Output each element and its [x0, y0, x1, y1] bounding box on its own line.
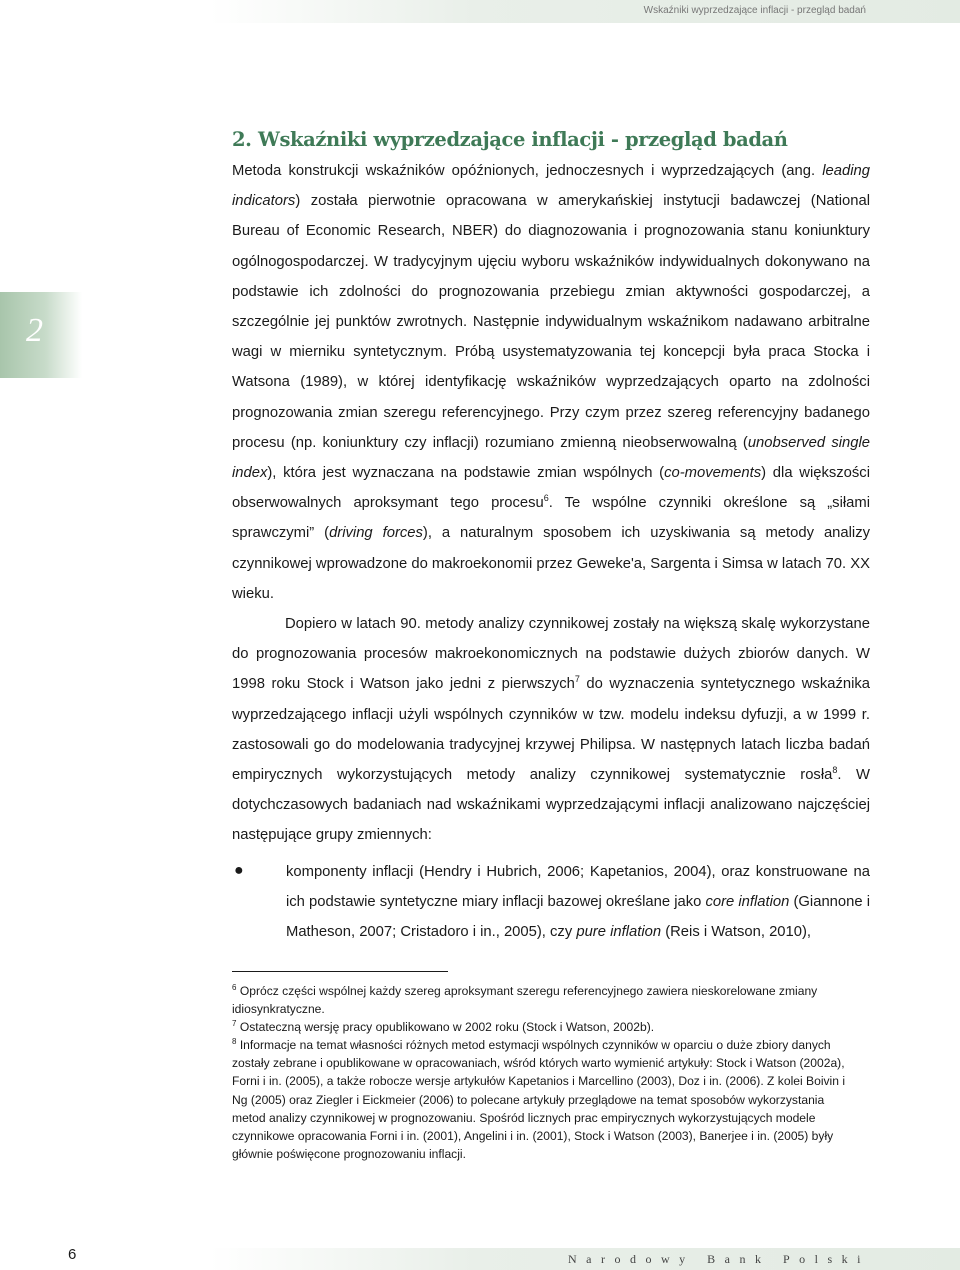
bullet-icon: ●: [234, 861, 244, 879]
footnote-separator: [232, 971, 448, 972]
page-number: 6: [68, 1246, 77, 1263]
chapter-number: 2: [26, 312, 43, 349]
paragraph-1: Metoda konstrukcji wskaźników opóźnionych, jednoczesnych i wyprzedzających (ang. leading indicators) została pierwotnie opracowana w amerykańskiej instytucji badawczej (National Bureau of Economic Research, NBER) do diagnozowania i prognozowania stanu koniunktury ogólnogospodarczej. W tradycyjnym ujęciu wyboru wskaźników indywidualnych dokonywano na podstawie ich zdolności do prognozowania przebiegu zmian aktywności gospodarczej, a szczególnie jej punktów zwrotnych. Następnie indywidualnym wskaźnikom nadawano arbitralne wagi w mierniku syntetycznym. Próbą usystematyzowania tej koncepcji była praca Stocka i Watsona (1989), w której identyfikację wskaźników wyprzedzających oparto na zdolności prognozowania zmian szeregu referencyjnego. Przy czym przez szereg referencyjny badanego procesu (np. koniunktury czy inflacji) rozumiano zmienną nieobserwowalną (unobserved single index), która jest wyznaczana na podstawie zmian wspólnych (co-movements) dla większości obserwowalnych aproksymant tego procesu$^6$. Te wspólne czynniki określone są „siłami sprawczymi” (driving forces), a naturalnym sposobem ich uzyskiwania są metody analizy czynnikowej wprowadzone do makroekonomii przez Geweke'a, Sargenta i Simsa w latach 70. XX wieku.: [232, 163, 871, 602]
footnote-ref-6[interactable]: 6: [543, 493, 549, 504]
footnotes: [232, 982, 846, 1163]
footnote-8: $^8$ Informacje na temat własności różnych metod estymacji wspólnych czynników w oparciu o duże zbiory danych zostały zebrane i opublikowane w opracowaniach, wśród których warto wymienić artykuły: Stock i Watson (2002a), Forni i in. (2005), a także robocze wersje artykułów Kapetanios i Marcellino (2003), Doz i in. (2006). Z kolei Boivin i Ng (2005) oraz Ziegler i Eickmeier (2006) to polecane artykuły przeglądowe na temat sposobów wykorzystania metod analizy czynnikowej w prognozowaniu. Spośród licznych prac empirycznych wykorzystujących modele czynnikowe opracowania Forni i in. (2001), Angelini i in. (2001), Stock i Watson (2003), Banerjee i in. (2005) były głównie poświęcone prognozowaniu inflacji.: [232, 1037, 846, 1161]
section-title: 2. Wskaźniki wyprzedzające inflacji - przegląd badań: [232, 128, 788, 151]
footnote-7: $^7$ Ostateczną wersję pracy opublikowano w 2002 roku (Stock i Watson, 2002b).: [232, 1019, 655, 1035]
variable-groups-list: [232, 857, 870, 948]
body-text: [232, 156, 870, 947]
list-item: ● komponenty inflacji (Hendry i Hubrich, 2006; Kapetanios, 2004), oraz konstruowane na ich podstawie syntetyczne miary inflacji bazowej określane jako core inflation (Giannone i Matheson, 2007; Cristadoro i in., 2005), czy pure inflation (Reis i Watson, 2010),: [232, 857, 870, 948]
footnote-6: $^6$ Oprócz części wspólnej każdy szereg aproksymant szeregu referencyjnego zawiera nieskorelowane zmiany idiosynkratyczne.: [232, 982, 818, 1017]
footnote-ref-7[interactable]: 7: [574, 674, 580, 685]
footnote-ref-8[interactable]: 8: [832, 765, 838, 776]
chapter-tab: [0, 292, 82, 378]
footer-band: [210, 1248, 960, 1270]
publisher-name: Narodowy Bank Polski: [568, 1252, 870, 1266]
header-band: [210, 0, 960, 23]
paragraph-2: Dopiero w latach 90. metody analizy czynnikowej zostały na większą skalę wykorzystane do prognozowania procesów makroekonomicznych na podstawie dużych zbiorów danych. W 1998 roku Stock i Watson jako jedni z pierwszych$^7$ do wyznaczenia syntetycznego wskaźnika wyprzedzającego inflacji użyli wspólnych czynników w tzw. modelu indeksu dyfuzji, a w 1999 r. zastosowali go do modelowania tradycyjnej krzywej Philipsa. W następnych latach liczba badań empirycznych wykorzystujących metody analizy czynnikowej systematycznie rosła$^8$. W dotychczasowych badaniach nad wskaźnikami wyprzedzającymi inflacji analizowano najczęściej następujące grupy zmiennych:: [232, 616, 870, 844]
running-header: Wskaźniki wyprzedzające inflacji - przegląd badań: [643, 5, 866, 16]
